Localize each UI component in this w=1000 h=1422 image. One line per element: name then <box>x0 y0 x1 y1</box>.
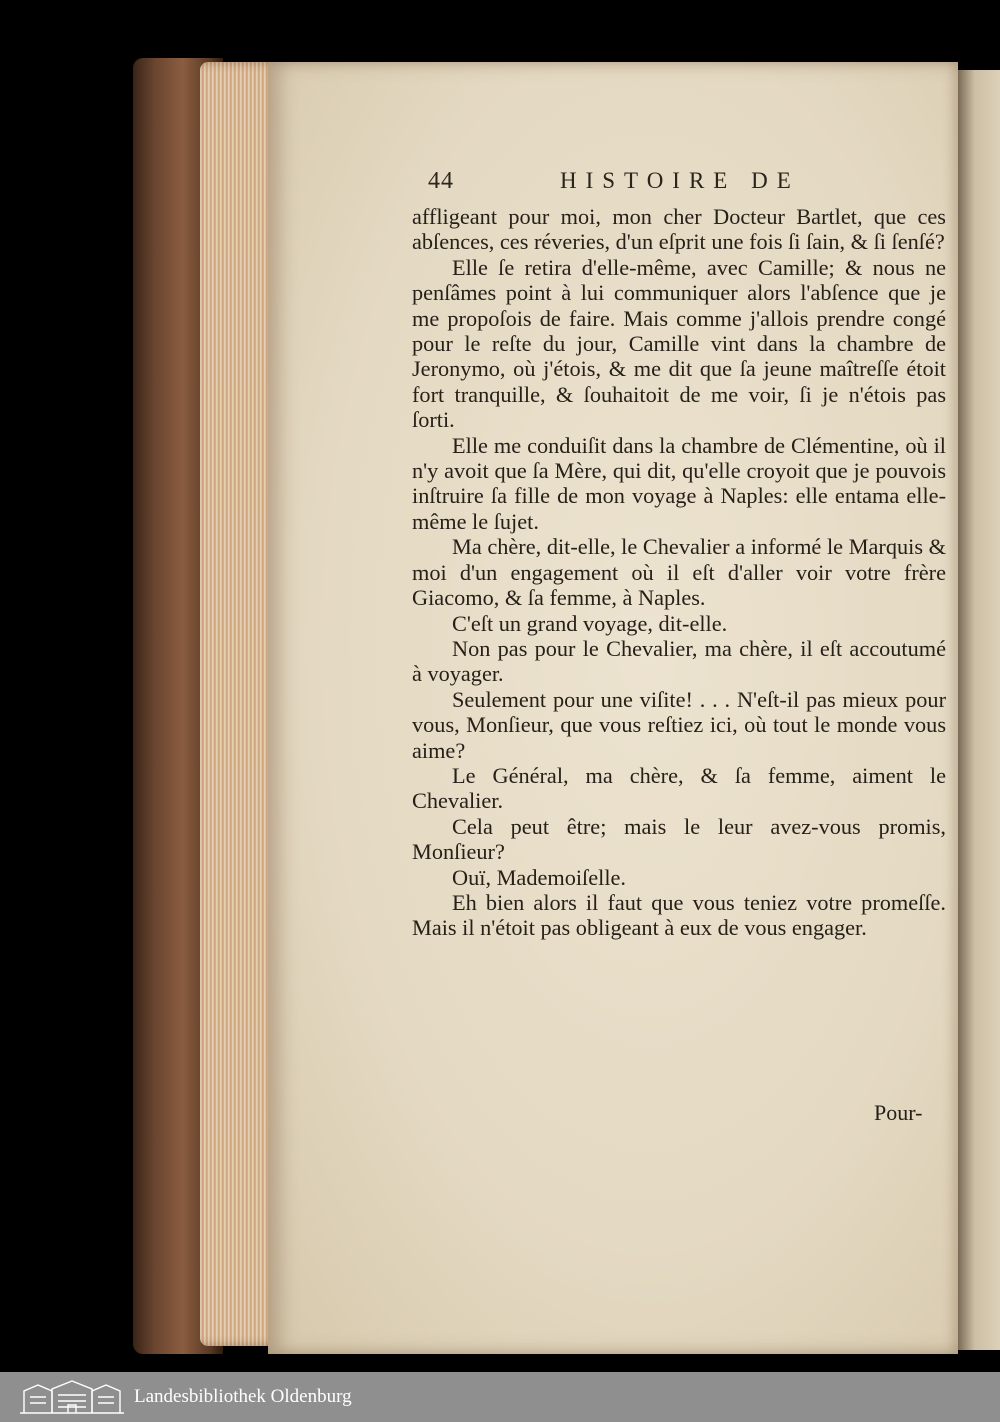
paragraph: affligeant pour moi, mon cher Docteur Bartlet, que ces abſences, ces réveries, d'un eſprit une fois ſi ſain, & ſi ſenſé? <box>412 204 946 255</box>
paragraph: Seulement pour une viſite! . . . N'eſt-il pas mieux pour vous, Monſieur, que vous reſtiez ici, où tout le monde vous aime? <box>412 686 946 763</box>
paragraph: Ouï, Mademoiſelle. <box>452 864 626 890</box>
page-number: 44 <box>428 168 454 194</box>
paragraph: Non pas pour le Chevalier, ma chère, il eſt accoutumé à voyager. <box>412 635 946 687</box>
library-building-logo-icon <box>18 1379 126 1415</box>
paragraph: Cela peut être; mais le leur avez-vous promis, Monſieur? <box>412 813 946 865</box>
body-text <box>412 204 946 941</box>
paragraph: Ma chère, dit-elle, le Chevalier a informé le Marquis & moi d'un engagement où il eſt d'aller voir votre frère Giacomo, & ſa femme, à Naples. <box>412 534 946 611</box>
paragraph: C'eſt un grand voyage, dit-elle. <box>452 610 728 636</box>
footer-bar <box>0 1372 1000 1422</box>
paragraph: Elle ſe retira d'elle-même, avec Camille; & nous ne penſâmes point à lui communiquer alors l'abſence que je me propoſois de faire. Mais comme j'allois prendre congé pour le reſte du jour, Camille vint dans la chambre de Jeronymo, où j'étois, & me dit que ſa jeune maîtreſſe étoit fort tranquille, & ſouhaitoit de me voir, ſi je n'étois pas ſorti. <box>412 254 946 433</box>
facing-page-edge <box>958 70 1000 1350</box>
institution-name: Landesbibliothek Oldenburg <box>134 1386 352 1407</box>
running-title: HISTOIRE DE <box>560 168 800 193</box>
paragraph: Elle me conduiſit dans la chambre de Clémentine, où il n'y avoit que ſa Mère, qui dit, qu'elle croyoit que je pouvois inſtruire ſa fille de mon voyage à Naples: elle entama elle-même le ſujet. <box>412 432 946 534</box>
paragraph: Eh bien alors il faut que vous teniez votre promeſſe. Mais il n'étoit pas obligeant à eux de vous engager. <box>412 889 946 941</box>
catchword: Pour- <box>874 1100 923 1125</box>
paragraph: Le Général, ma chère, & ſa femme, aiment le Chevalier. <box>412 762 946 814</box>
page-header <box>428 168 868 202</box>
